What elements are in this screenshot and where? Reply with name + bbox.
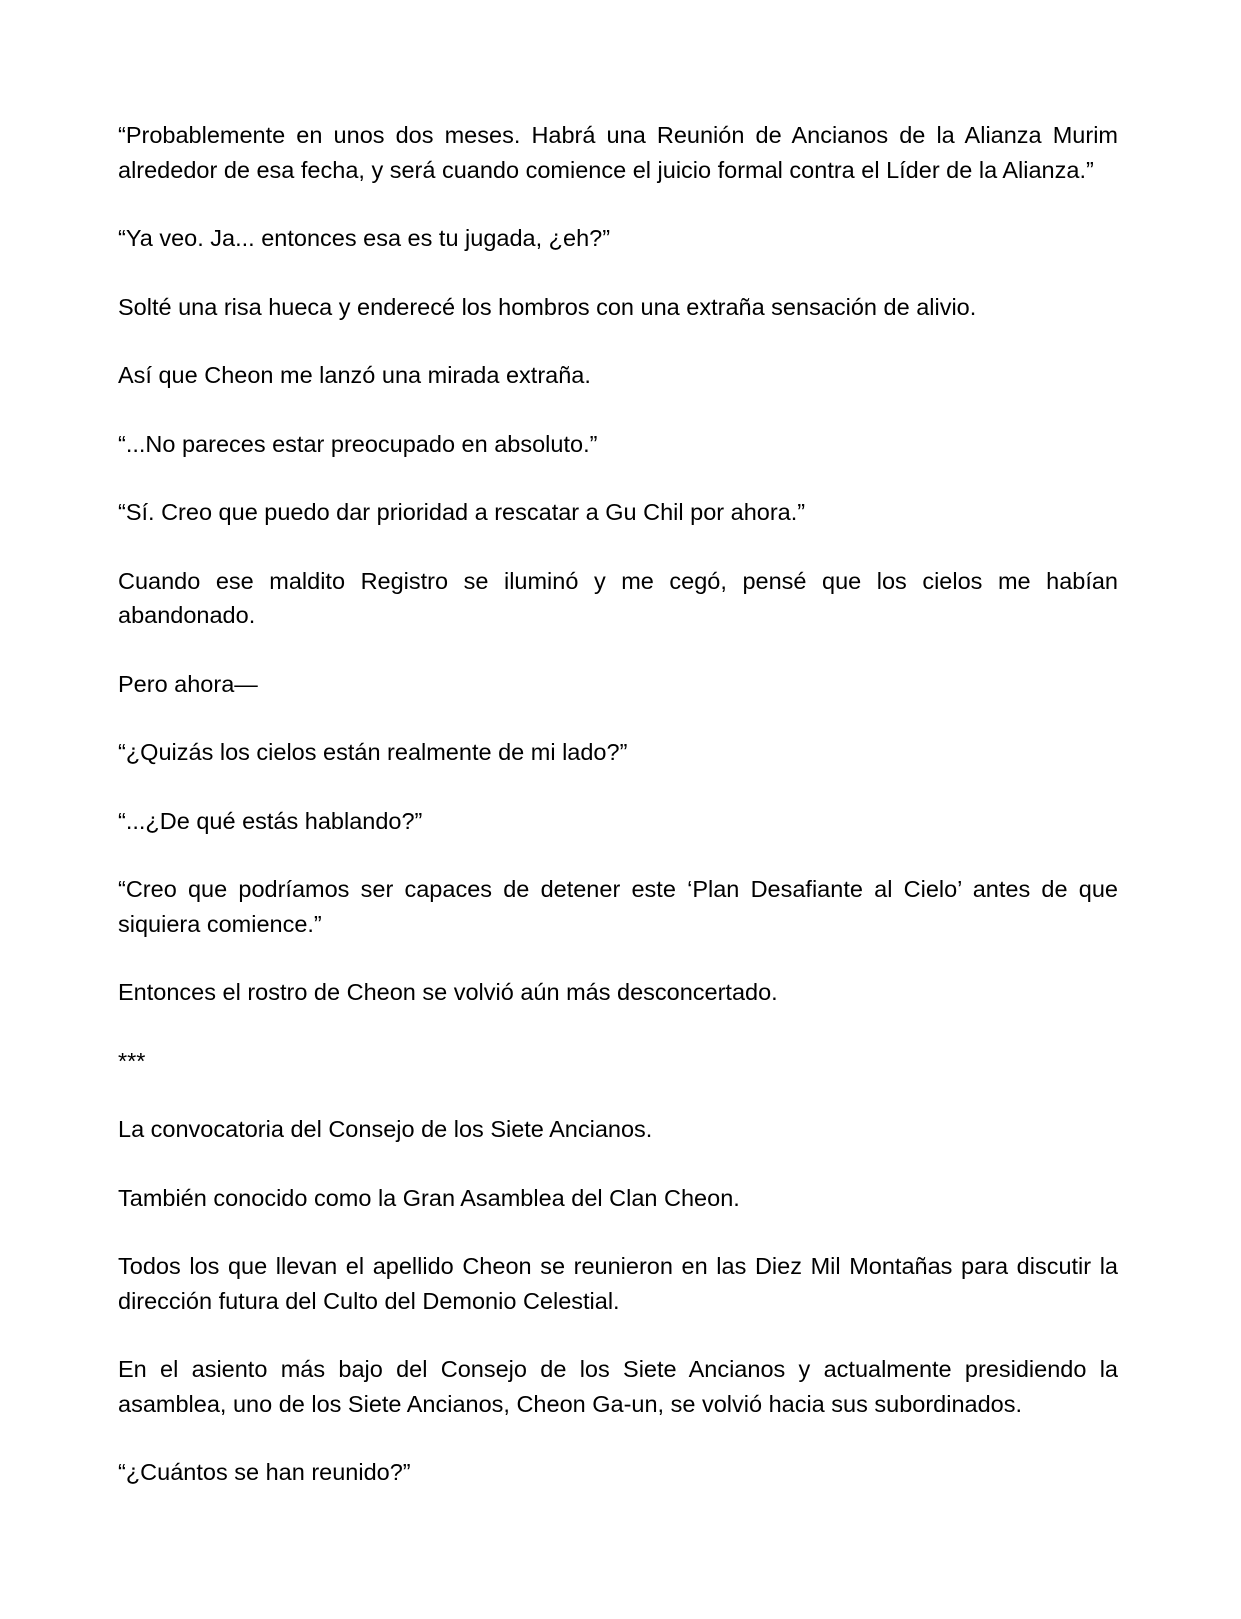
document-body [118,118,1118,1490]
paragraph: “...No pareces estar preocupado en absoluto.” [118,430,598,457]
paragraph: “Probablemente en unos dos meses. Habrá una Reunión de Ancianos de la Alianza Murim alrededor de esa fecha, y será cuando comience el juicio formal contra el Líder de la Alianza.” [118,122,1118,183]
paragraph: Solté una risa hueca y enderecé los hombros con una extraña sensación de alivio. [118,293,977,320]
paragraph: “...¿De qué estás hablando?” [118,807,423,834]
paragraph: “Sí. Creo que puedo dar prioridad a rescatar a Gu Chil por ahora.” [118,499,806,525]
paragraph: La convocatoria del Consejo de los Siete Ancianos. [118,1116,653,1142]
paragraph: En el asiento más bajo del Consejo de los Siete Ancianos y actualmente presidiendo la asamblea, uno de los Siete Ancianos, Cheon Ga-un, se volvió hacia sus subordinados. [118,1356,1118,1417]
paragraph: También conocido como la Gran Asamblea del Clan Cheon. [118,1184,740,1211]
paragraph: Todos los que llevan el apellido Cheon se reunieron en las Diez Mil Montañas para discutir la dirección futura del Culto del Demonio Celestial. [118,1253,1118,1314]
paragraph: Entonces el rostro de Cheon se volvió aún más desconcertado. [118,979,778,1005]
paragraph: “Ya veo. Ja... entonces esa es tu jugada, ¿eh?” [118,225,611,251]
paragraph: “¿Quizás los cielos están realmente de mi lado?” [118,739,628,765]
paragraph: Cuando ese maldito Registro se iluminó y me cegó, pensé que los cielos me habían abandonado. [118,567,1118,628]
paragraph: “¿Cuántos se han reunido?” [118,1459,411,1485]
paragraph: Pero ahora— [118,670,258,697]
paragraph: Así que Cheon me lanzó una mirada extraña. [118,362,591,388]
paragraph: “Creo que podríamos ser capaces de detener este ‘Plan Desafiante al Cielo’ antes de que siquiera comience.” [118,876,1118,937]
scene-break: *** [118,1047,146,1074]
